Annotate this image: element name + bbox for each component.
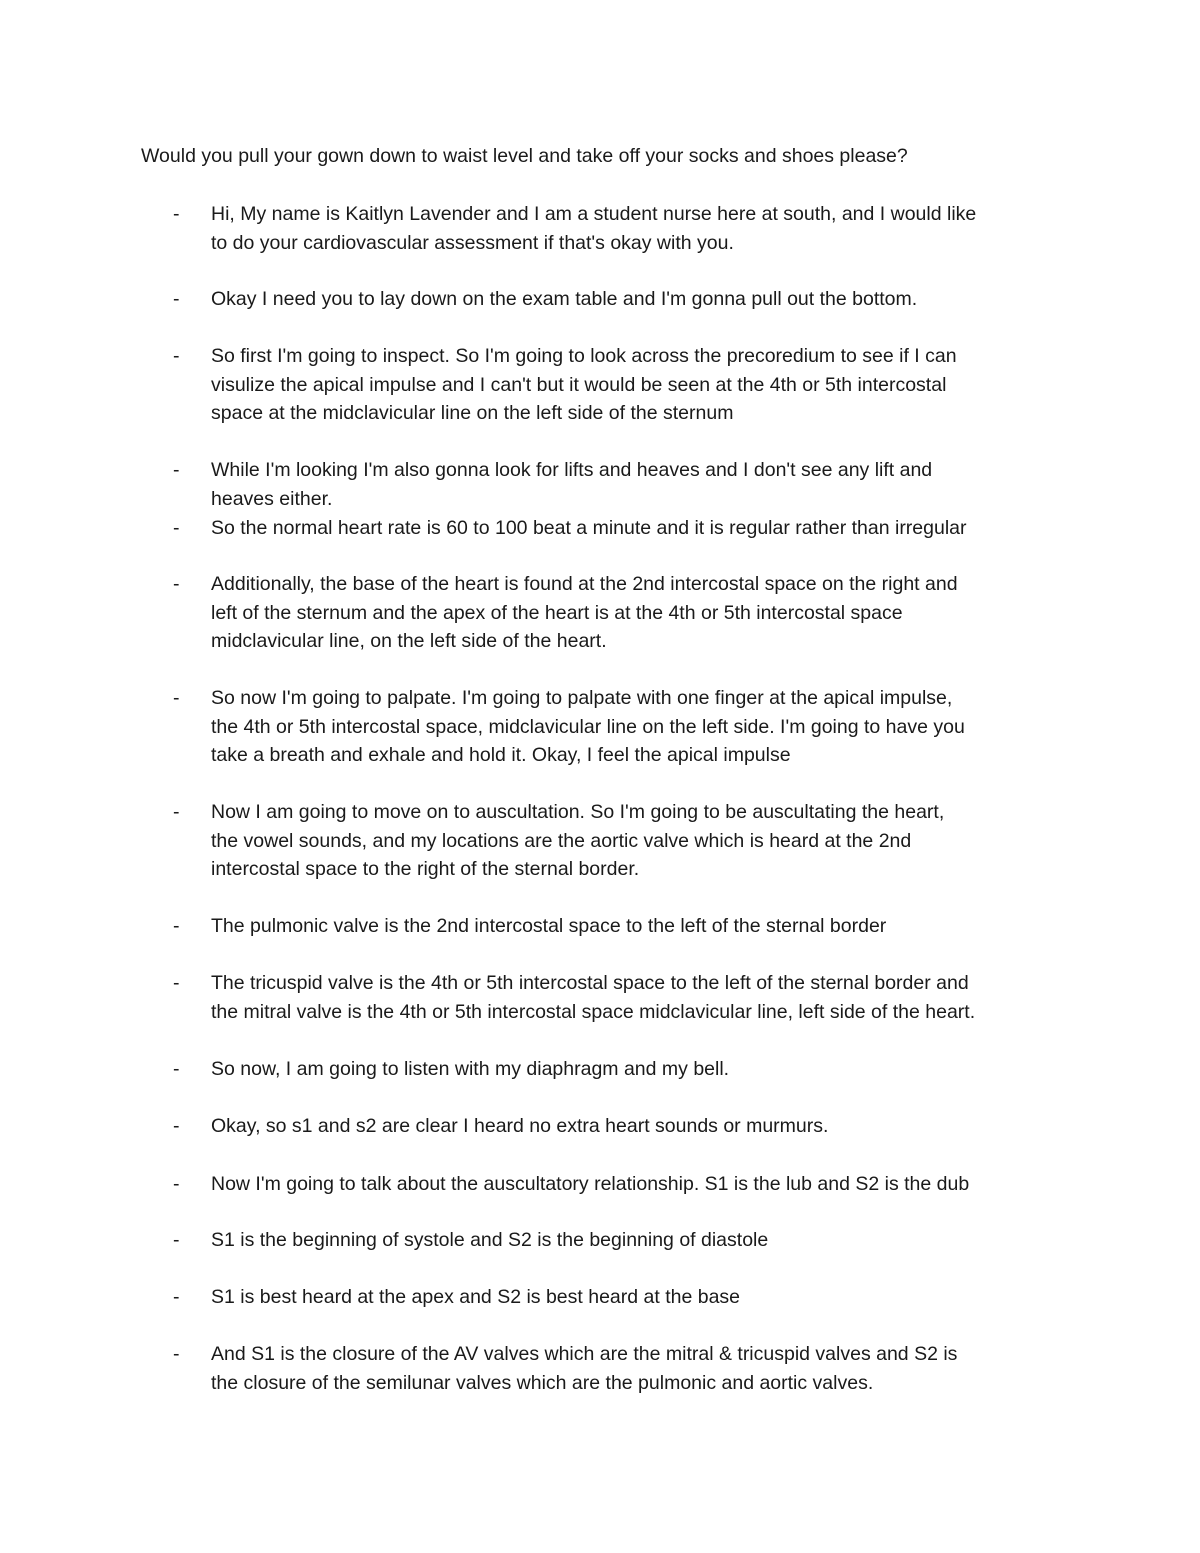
bullet-dash: - [173,801,180,823]
intro-question: Would you pull your gown down to waist level and take off your socks and shoes please? [141,145,908,167]
text-line: Okay, so s1 and s2 are clear I heard no extra heart sounds or murmurs. [211,1115,829,1137]
list-item-text [211,1283,1071,1312]
bullet-dash: - [173,1115,180,1137]
text-line: the closure of the semilunar valves which are the pulmonic and aortic valves. [211,1371,874,1394]
bullet-dash: - [173,1343,180,1365]
text-line: intercostal space to the right of the sternal border. [211,858,640,881]
text-line: space at the midclavicular line on the left side of the sternum [211,402,734,425]
list-item-text [211,969,1071,1026]
text-line: to do your cardiovascular assessment if that's okay with you. [211,231,734,254]
list-item-text [211,1055,1071,1084]
text-line: Now I'm going to talk about the auscultatory relationship. S1 is the lub and S2 is the dub [211,1173,970,1195]
text-line: the 4th or 5th intercostal space, midclavicular line on the left side. I'm going to have you [211,715,965,738]
text-line: And S1 is the closure of the AV valves which are the mitral & tricuspid valves and S2 is [211,1343,958,1365]
text-line: So now I'm going to palpate. I'm going to palpate with one finger at the apical impulse, [211,687,953,709]
bullet-dash: - [173,1058,180,1080]
list-item-text [211,514,1071,543]
text-line: the mitral valve is the 4th or 5th intercostal space midclavicular line, left side of the heart. [211,1000,976,1023]
list-item-text [211,200,1071,257]
text-line: left of the sternum and the apex of the heart is at the 4th or 5th intercostal space [211,601,903,624]
list-item-text [211,1112,1071,1141]
text-line: heaves either. [211,487,333,510]
bullet-dash: - [173,1286,180,1308]
text-line: midclavicular line, on the left side of the heart. [211,630,607,653]
list-item-text [211,1170,1071,1199]
list-item-text [211,1226,1071,1255]
list-item-text [211,570,1071,656]
bullet-dash: - [173,288,180,310]
bullet-dash: - [173,459,180,481]
bullet-dash: - [173,203,180,225]
list-item-text [211,342,1071,428]
bullet-dash: - [173,687,180,709]
list-item-text [211,798,1071,884]
text-line: Now I am going to move on to auscultation. So I'm going to be auscultating the heart, [211,801,945,823]
text-line: take a breath and exhale and hold it. Okay, I feel the apical impulse [211,744,791,767]
text-line: S1 is best heard at the apex and S2 is best heard at the base [211,1286,741,1308]
bullet-dash: - [173,573,180,595]
bullet-dash: - [173,915,180,937]
bullet-dash: - [173,972,180,994]
bullet-dash: - [173,517,180,539]
text-line: So now, I am going to listen with my diaphragm and my bell. [211,1058,730,1080]
text-line: S1 is the beginning of systole and S2 is the beginning of diastole [211,1229,769,1251]
text-line: Additionally, the base of the heart is found at the 2nd intercostal space on the right and [211,573,958,595]
list-item-text [211,1340,1071,1397]
list-item-text [211,285,1071,314]
text-line: While I'm looking I'm also gonna look for lifts and heaves and I don't see any lift and [211,459,933,481]
list-item-text [211,684,1071,770]
text-line: So the normal heart rate is 60 to 100 beat a minute and it is regular rather than irregular [211,517,967,539]
text-line: Hi, My name is Kaitlyn Lavender and I am a student nurse here at south, and I would like [211,203,977,225]
text-line: Okay I need you to lay down on the exam table and I'm gonna pull out the bottom. [211,288,918,310]
bullet-dash: - [173,345,180,367]
bullet-dash: - [173,1229,180,1251]
text-line: The tricuspid valve is the 4th or 5th intercostal space to the left of the sternal border and [211,972,969,994]
text-line: visulize the apical impulse and I can't but it would be seen at the 4th or 5th intercostal [211,373,947,396]
list-item-text [211,456,1071,513]
text-line: So first I'm going to inspect. So I'm going to look across the precoredium to see if I can [211,345,957,367]
list-item-text [211,912,1071,941]
text-line: the vowel sounds, and my locations are the aortic valve which is heard at the 2nd [211,829,912,852]
text-line: The pulmonic valve is the 2nd intercostal space to the left of the sternal border [211,915,887,937]
bullet-dash: - [173,1173,180,1195]
